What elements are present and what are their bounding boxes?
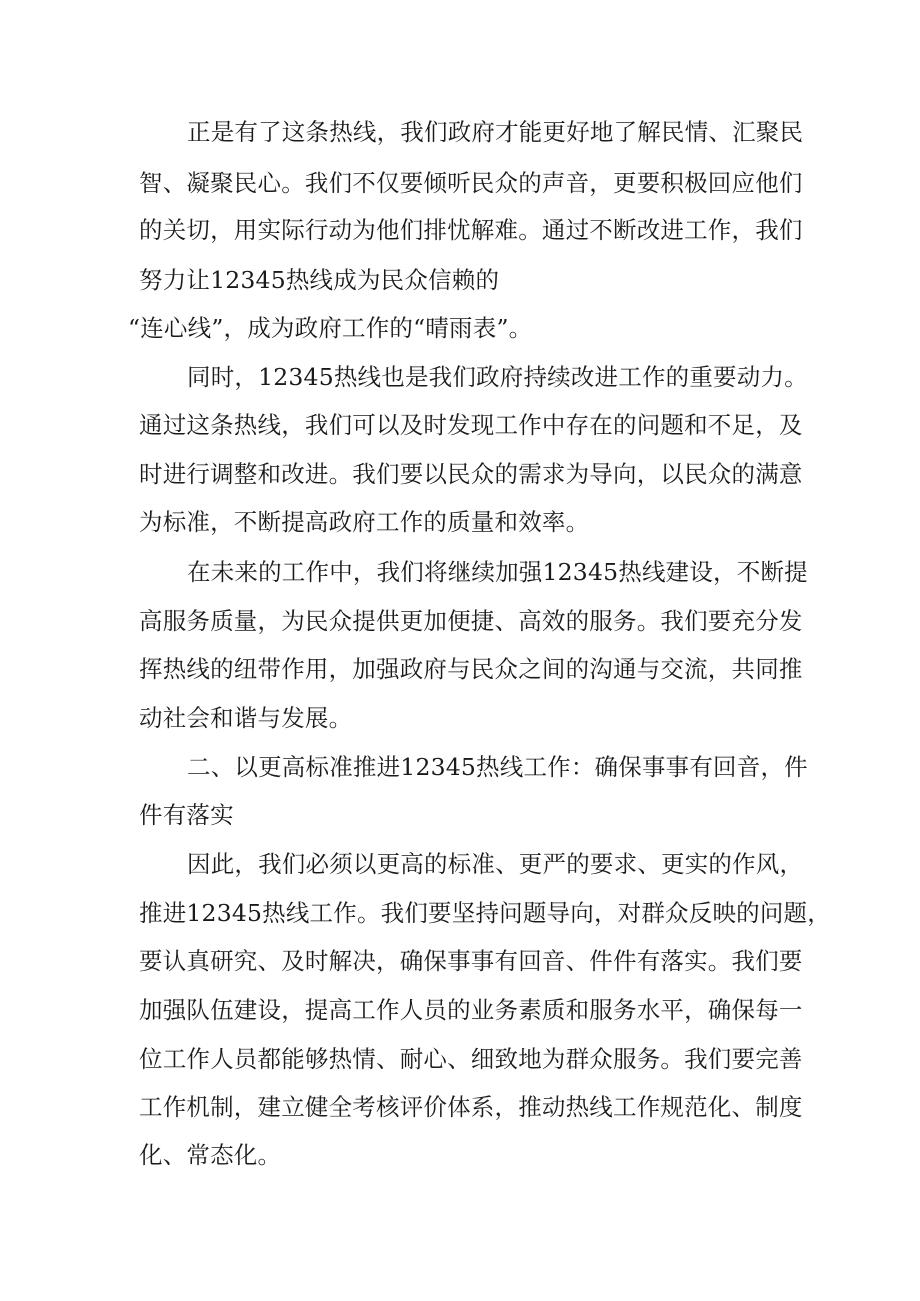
paragraph-1-line-1: 正是有了这条热线，我们政府才能更好地了解民情、汇聚民 — [187, 118, 804, 146]
section-heading-line-2: 件有落实 — [139, 801, 234, 829]
paragraph-6-line-6: 工作机制，建立健全考核评价体系，推动热线工作规范化、制度 — [139, 1093, 803, 1121]
paragraph-6-line-2: 推进12345热线工作。我们要坚持问题导向，对群众反映的问题， — [139, 899, 831, 927]
paragraph-4-line-2: 高服务质量，为民众提供更加便捷、高效的服务。我们要充分发 — [139, 607, 803, 635]
paragraph-6-line-4: 加强队伍建设，提高工作人员的业务素质和服务水平，确保每一 — [139, 996, 803, 1024]
paragraph-6-line-7: 化、常态化。 — [139, 1141, 282, 1169]
paragraph-1-line-3: 的关切，用实际行动为他们排忧解难。通过不断改进工作，我们 — [139, 216, 803, 244]
paragraph-3-line-4: 为标准，不断提高政府工作的质量和效率。 — [139, 508, 590, 536]
paragraph-4-line-1: 在未来的工作中，我们将继续加强12345热线建设，不断提 — [187, 558, 808, 586]
paragraph-6-line-1: 因此，我们必须以更高的标准、更严的要求、更实的作风， — [187, 850, 804, 878]
paragraph-4-line-4: 动社会和谐与发展。 — [139, 704, 353, 732]
paragraph-6-line-3: 要认真研究、及时解决，确保事事有回音、件件有落实。我们要 — [139, 947, 803, 975]
paragraph-4-line-3: 挥热线的纽带作用，加强政府与民众之间的沟通与交流，共同推 — [139, 655, 803, 683]
paragraph-3-line-2: 通过这条热线，我们可以及时发现工作中存在的问题和不足，及 — [139, 411, 803, 439]
paragraph-6-line-5: 位工作人员都能够热情、耐心、细致地为群众服务。我们要完善 — [139, 1045, 803, 1073]
paragraph-3-line-1: 同时，12345热线也是我们政府持续改进工作的重要动力。 — [187, 363, 808, 391]
paragraph-1-line-2: 智、凝聚民心。我们不仅要倾听民众的声音，更要积极回应他们 — [139, 169, 803, 197]
paragraph-3-line-3: 时进行调整和改进。我们要以民众的需求为导向，以民众的满意 — [139, 460, 803, 488]
paragraph-1-line-4: 努力让12345热线成为民众信赖的 — [139, 266, 500, 294]
section-heading-line-1: 二、以更高标准推进12345热线工作：确保事事有回音，件 — [187, 753, 808, 781]
paragraph-2-line-1: “连心线”，成为政府工作的“晴雨表”。 — [128, 314, 533, 342]
